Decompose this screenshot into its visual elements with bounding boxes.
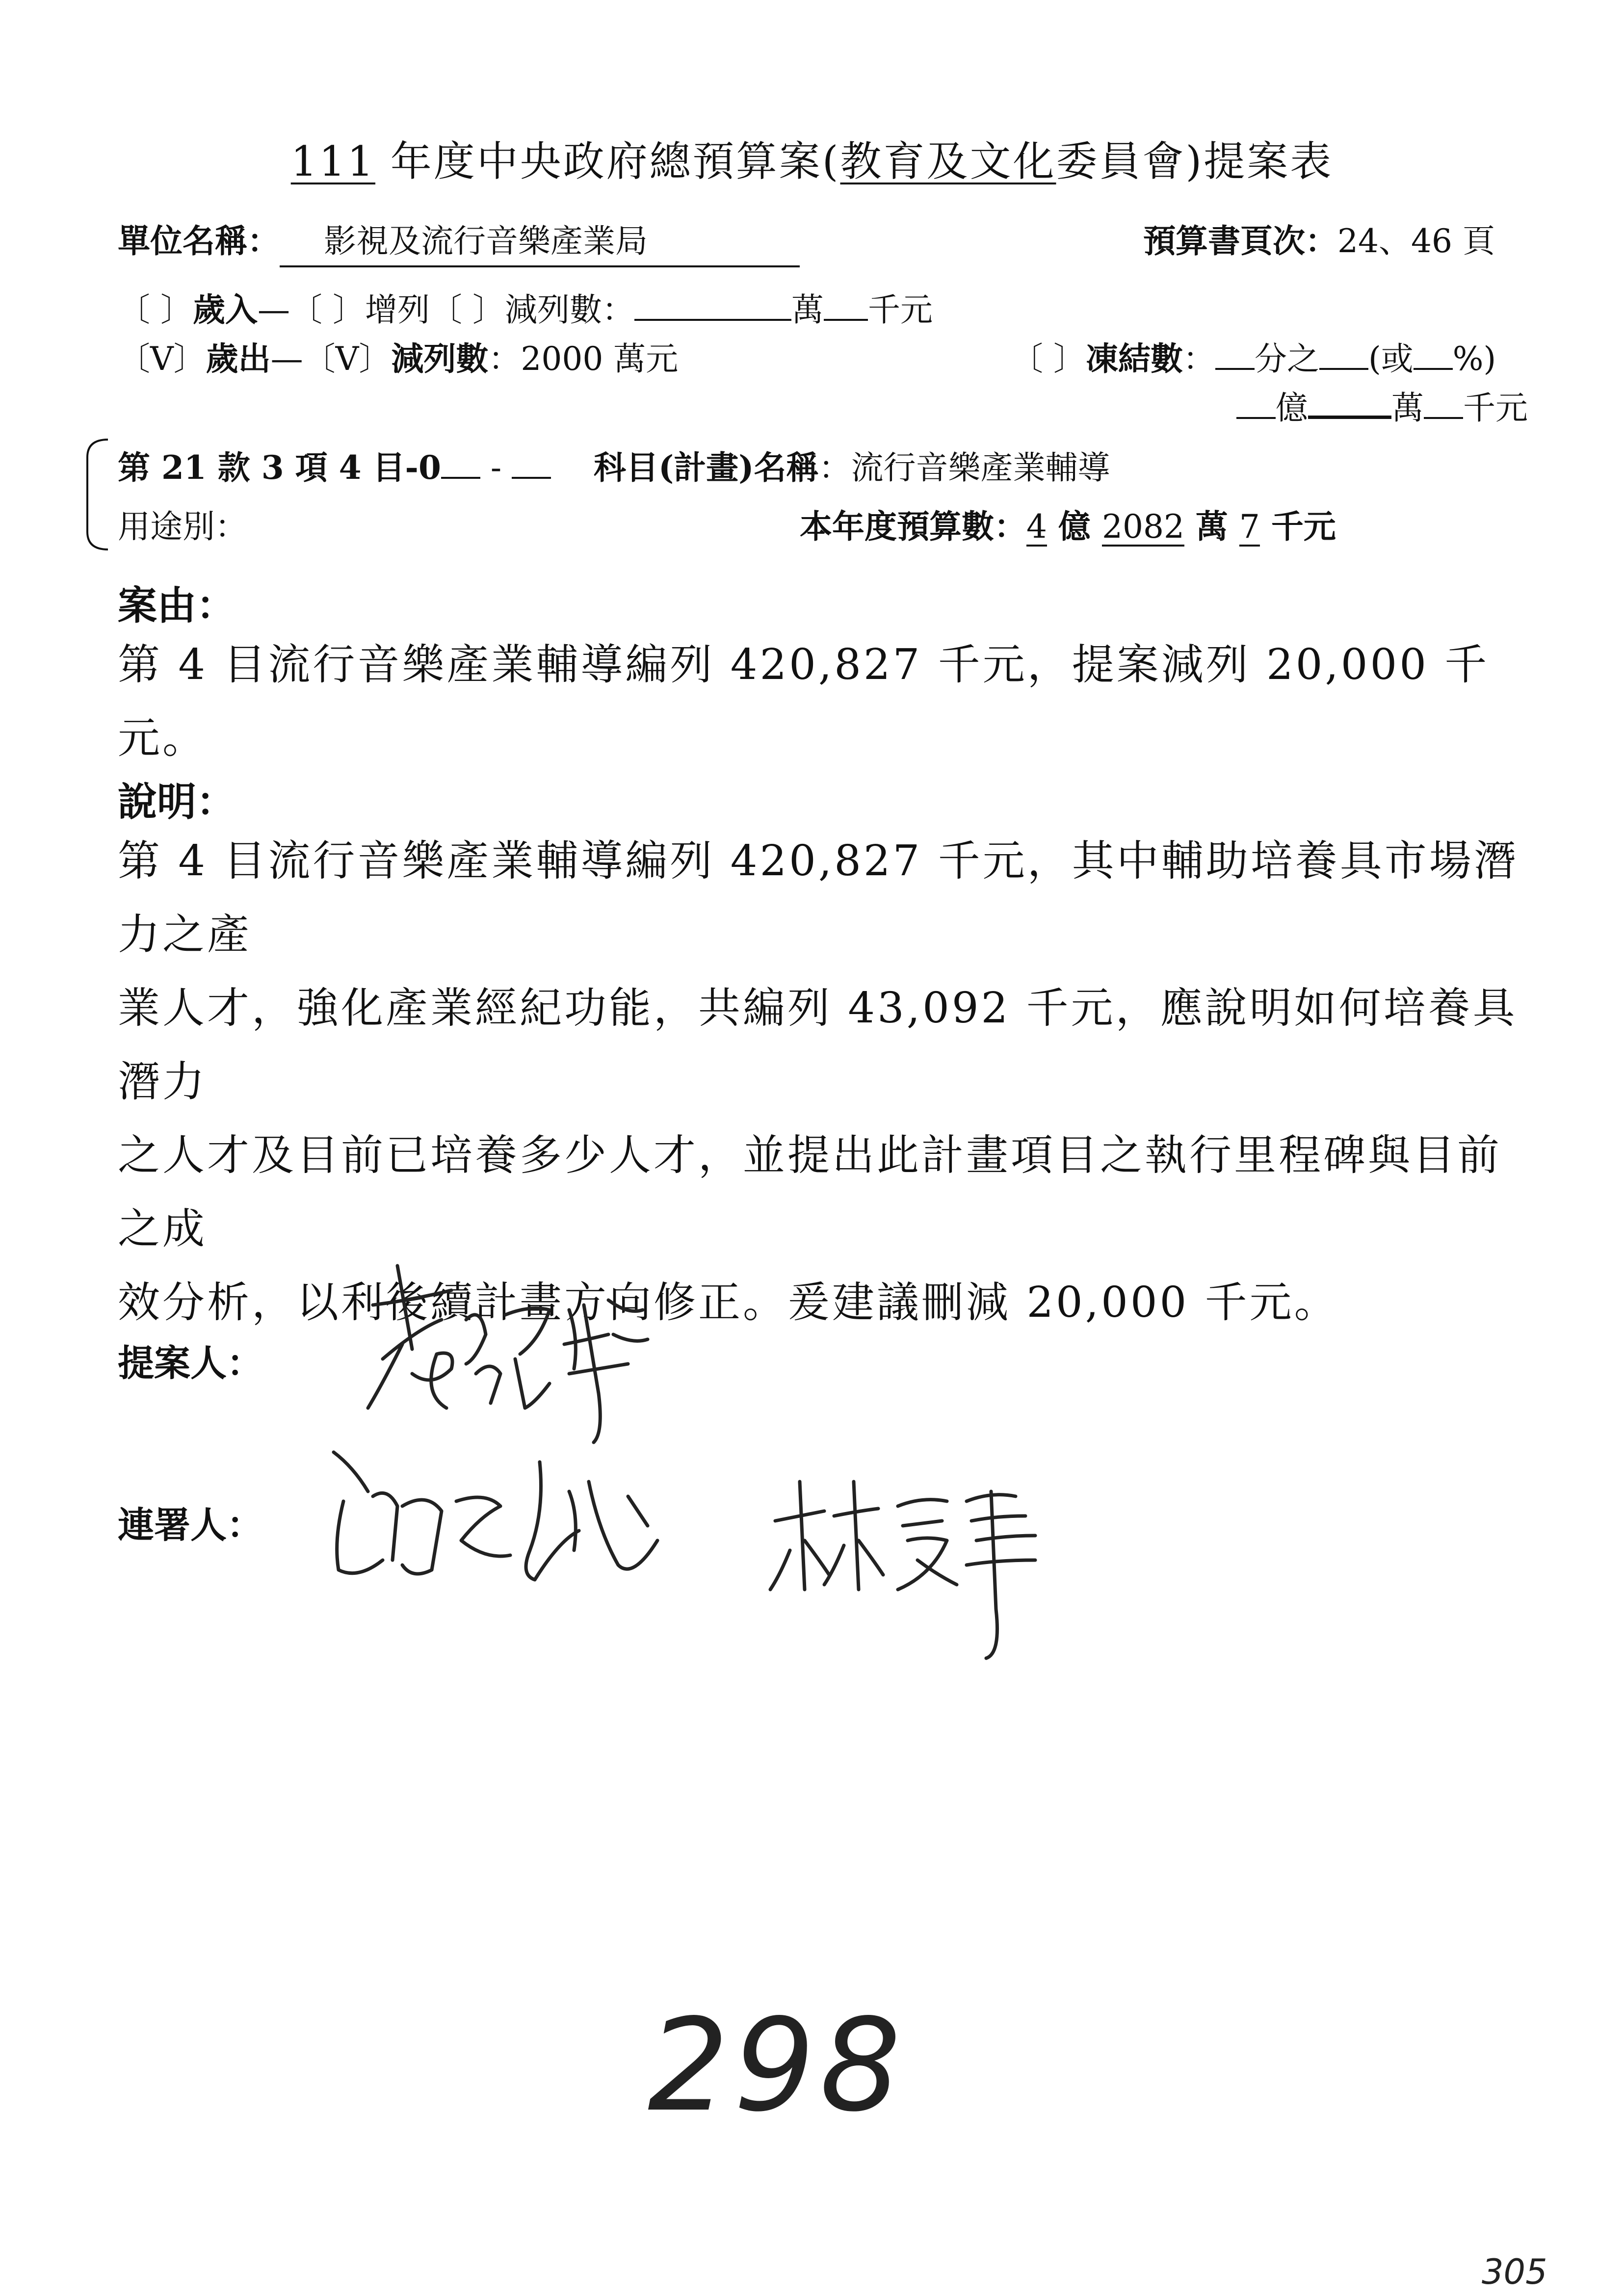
cosigner-label: 連署人： (118, 1504, 263, 1546)
explanation-line-4: 效分析，以利後續計畫方向修正。爰建議刪減 20,000 千元。 (118, 1278, 1339, 1327)
purpose-label: 用途別： (118, 508, 247, 546)
freeze-qian-blank (1424, 389, 1463, 419)
freeze-qian: 千元 (1463, 389, 1528, 427)
revenue-wan: 萬 (791, 291, 824, 329)
reduce-value: ：2000 萬元 (488, 340, 679, 378)
explanation-line-3: 之人才及目前已培養多少人才，並提出此計畫項目之執行里程碑與目前之成 (118, 1131, 1502, 1253)
freeze-numerator-blank (1319, 339, 1368, 370)
reason-text: 第 4 目流行音樂產業輔導編列 420,827 千元，提案減列 20,000 千元。 (118, 640, 1490, 763)
freeze-checkbox: 〔 〕 (1011, 340, 1086, 378)
freeze-or: (或 (1368, 340, 1414, 378)
budget-label: 本年度預算數： (800, 507, 1026, 546)
explanation-text (118, 824, 1541, 1339)
cosigner-signature-1 (314, 1433, 697, 1619)
budget-yi-unit: 億 (1047, 507, 1102, 546)
title-year: 111 (290, 137, 376, 185)
form-title (0, 129, 1624, 188)
expenditure-checkbox: 〔V〕 (118, 340, 206, 378)
item-code-blank-2 (512, 448, 551, 479)
freeze-wan-blank (1308, 387, 1391, 419)
item-dash: - (480, 449, 512, 487)
proposer-label: 提案人： (118, 1342, 263, 1384)
revenue-options: —〔 〕增列〔 〕減列數： (257, 291, 634, 329)
freeze-percent-blank (1414, 339, 1453, 370)
freeze-percent: %) (1452, 340, 1496, 378)
budget-wan: 2082 (1101, 508, 1184, 546)
revenue-amount-blank (634, 290, 791, 321)
subject-label: 科目(計畫)名稱 (594, 448, 819, 487)
freeze-colon: ： (1182, 340, 1215, 378)
item-code: 第 21 款 3 項 4 目-0 (118, 448, 441, 487)
freeze-fen-zhi: 分之 (1254, 340, 1319, 378)
freeze-row (1011, 333, 1496, 379)
handwritten-corner-number: 305 (1482, 2252, 1547, 2292)
explanation-heading: 說明： (118, 779, 236, 825)
expenditure-label: 歲出 (206, 339, 271, 378)
subject-row (594, 442, 1110, 488)
freeze-denominator-blank (1215, 339, 1255, 370)
cosigner-signature-2 (760, 1462, 1065, 1668)
page-ref (1143, 215, 1495, 261)
reduce-label: 減列數 (391, 339, 489, 378)
subject-value: ：流行音樂產業輔導 (818, 449, 1110, 487)
revenue-label: 歲入 (192, 290, 258, 329)
page-value: 24、46 頁 (1337, 222, 1495, 260)
title-committee: 教育及文化 (840, 137, 1056, 185)
freeze-yi-blank (1236, 389, 1276, 419)
page-label: 預算書頁次： (1143, 222, 1337, 260)
budget-qian: 7 (1239, 508, 1260, 546)
budget-qian-unit: 千元 (1259, 507, 1336, 546)
budget-wan-unit: 萬 (1184, 507, 1239, 546)
item-code-blank-1 (441, 448, 480, 479)
title-part2: 委員會)提案表 (1056, 137, 1334, 185)
item-bracket (83, 438, 109, 551)
explanation-line-2: 業人才，強化產業經紀功能，共編列 43,092 千元，應說明如何培養具潛力 (118, 984, 1518, 1106)
freeze-wan: 萬 (1391, 389, 1424, 427)
explanation-line-1: 第 4 目流行音樂產業輔導編列 420,827 千元，其中輔助培養具市場潛力之產 (118, 836, 1519, 959)
unit-label: 單位名稱： (118, 222, 280, 260)
revenue-checkbox: 〔 〕 (118, 291, 193, 329)
expenditure-row (118, 333, 678, 379)
title-part1: 年度中央政府總預算案( (375, 137, 840, 185)
budget-row (800, 500, 1336, 547)
handwritten-page-number: 298 (648, 1992, 906, 2140)
revenue-row (118, 284, 933, 330)
item-code-row (118, 442, 551, 488)
reason-heading: 案由： (118, 582, 236, 628)
unit-row (118, 215, 800, 267)
revenue-qian-blank (824, 290, 868, 321)
freeze-label: 凍結數 (1085, 339, 1183, 378)
freeze-yi: 億 (1276, 389, 1308, 427)
freeze-amount-row (1236, 382, 1528, 428)
budget-yi: 4 (1026, 508, 1047, 546)
unit-value: 影視及流行音樂產業局 (280, 215, 800, 267)
revenue-qian: 千元 (867, 291, 933, 329)
expenditure-option: —〔V〕 (270, 340, 392, 378)
proposer-signature (353, 1246, 657, 1452)
